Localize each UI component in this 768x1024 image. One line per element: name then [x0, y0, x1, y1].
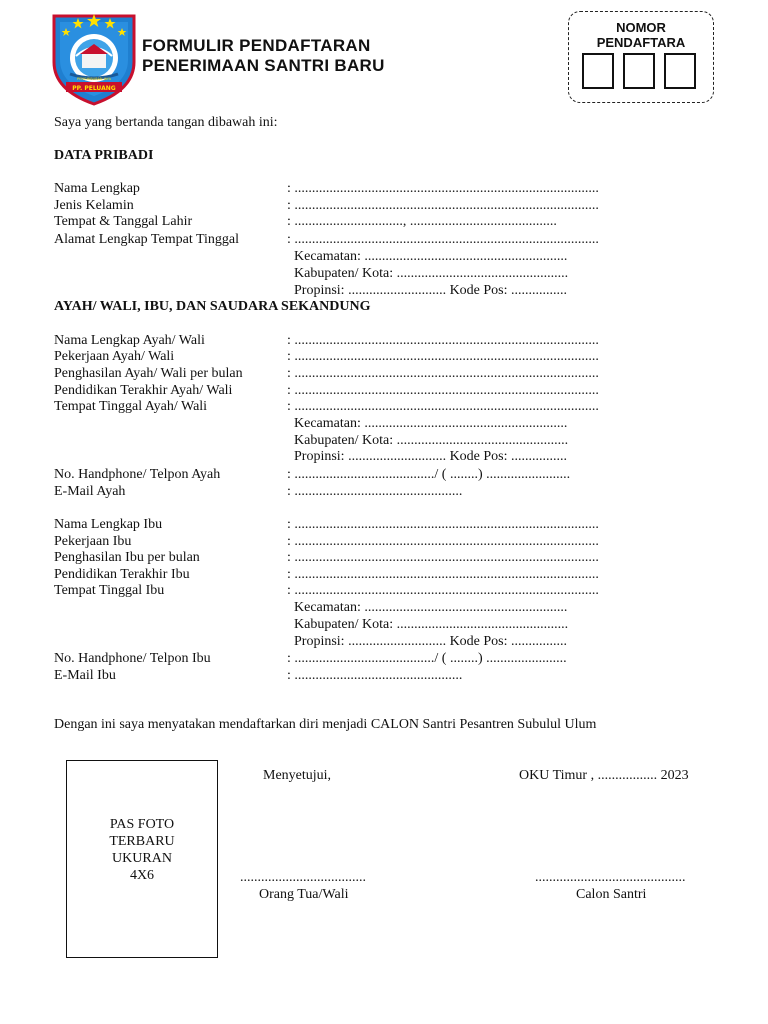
- student-signature-line[interactable]: ...........................................: [535, 870, 686, 885]
- registration-number-title-line1: NOMOR: [616, 20, 666, 35]
- field-label: Penghasilan Ibu per bulan: [54, 550, 200, 565]
- address-line[interactable]: Kecamatan: ..........................................................: [294, 600, 568, 615]
- field-label: Pendidikan Terakhir Ayah/ Wali: [54, 383, 233, 398]
- address-line[interactable]: Kabupaten/ Kota: .................................................: [294, 433, 569, 448]
- photo-label: TERBARU: [109, 834, 175, 849]
- field-value[interactable]: : .......................................................................................: [287, 181, 599, 196]
- address-line[interactable]: Propinsi: ............................ Kode Pos: ................: [294, 283, 568, 298]
- field-label: Pendidikan Terakhir Ibu: [54, 567, 190, 582]
- field-label: Nama Lengkap Ayah/ Wali: [54, 333, 205, 348]
- address-line[interactable]: Propinsi: ............................ Kode Pos: ................: [294, 634, 568, 649]
- field-value[interactable]: : ................................................: [287, 668, 463, 683]
- field-label: Tempat Tinggal Ayah/ Wali: [54, 399, 208, 414]
- form-title-line1: FORMULIR PENDAFTARAN: [142, 36, 371, 55]
- field-value[interactable]: : .......................................................................................: [287, 366, 599, 381]
- field-label: E-Mail Ayah: [54, 484, 126, 499]
- photo-placeholder: [66, 760, 218, 958]
- field-label: No. Handphone/ Telpon Ibu: [54, 651, 211, 666]
- field-value[interactable]: : .......................................................................................: [287, 399, 599, 414]
- logo-band-text: PP. PELUANG: [72, 85, 116, 92]
- place-date-line[interactable]: OKU Timur , ................. 2023: [519, 768, 689, 783]
- field-label: Jenis Kelamin: [54, 198, 134, 213]
- field-value[interactable]: : .......................................................................................: [287, 550, 599, 565]
- field-value[interactable]: : .......................................................................................: [287, 232, 599, 247]
- address-line[interactable]: Kecamatan: ..........................................................: [294, 249, 568, 264]
- field-label: Nama Lengkap: [54, 181, 140, 196]
- field-value[interactable]: : .......................................................................................: [287, 383, 599, 398]
- field-value[interactable]: : .......................................................................................: [287, 333, 599, 348]
- logo-ribbon-text: PENGHIBURAN JAYA: [76, 77, 112, 81]
- field-value[interactable]: : .......................................................................................: [287, 349, 599, 364]
- registration-digit-box[interactable]: [582, 53, 614, 89]
- parent-signature-line[interactable]: ....................................: [240, 870, 366, 885]
- field-value[interactable]: : ......................................../ ( ........) ........................: [287, 467, 571, 482]
- field-value[interactable]: : ..............................., ..........................................: [287, 214, 557, 229]
- registration-digit-box[interactable]: [664, 53, 696, 89]
- approval-heading: Menyetujui,: [263, 768, 332, 783]
- field-label: Penghasilan Ayah/ Wali per bulan: [54, 366, 243, 381]
- photo-label: 4X6: [129, 868, 155, 883]
- field-label: Nama Lengkap Ibu: [54, 517, 163, 532]
- address-line[interactable]: Kabupaten/ Kota: .................................................: [294, 266, 569, 281]
- field-label: Pekerjaan Ayah/ Wali: [54, 349, 175, 364]
- field-value[interactable]: : .......................................................................................: [287, 583, 599, 598]
- field-label: No. Handphone/ Telpon Ayah: [54, 467, 221, 482]
- intro-text: Saya yang bertanda tangan dibawah ini:: [54, 115, 278, 130]
- field-value[interactable]: : .......................................................................................: [287, 198, 599, 213]
- field-value[interactable]: : .......................................................................................: [287, 517, 599, 532]
- address-line[interactable]: Kabupaten/ Kota: .................................................: [294, 617, 569, 632]
- photo-label: PAS FOTO: [109, 817, 175, 832]
- field-label: Pekerjaan Ibu: [54, 534, 132, 549]
- registration-number-title-line2: PENDAFTARA: [596, 35, 686, 50]
- field-value[interactable]: : .......................................................................................: [287, 534, 599, 549]
- section-heading-orang-tua: AYAH/ WALI, IBU, DAN SAUDARA SEKANDUNG: [54, 299, 371, 314]
- registration-digit-box[interactable]: [623, 53, 655, 89]
- form-title-line2: PENERIMAAN SANTRI BARU: [142, 56, 385, 75]
- field-label: E-Mail Ibu: [54, 668, 116, 683]
- declaration-text: Dengan ini saya menyatakan mendaftarkan diri menjadi CALON Santri Pesantren Subulul Ulum: [54, 717, 597, 732]
- photo-label: UKURAN: [112, 851, 172, 866]
- parent-signature-name: Orang Tua/Wali: [259, 887, 349, 902]
- field-label: Alamat Lengkap Tempat Tinggal: [54, 232, 240, 247]
- section-heading-data-pribadi: DATA PRIBADI: [54, 148, 154, 163]
- field-value[interactable]: : ................................................: [287, 484, 463, 499]
- address-line[interactable]: Propinsi: ............................ Kode Pos: ................: [294, 449, 568, 464]
- field-label: Tempat Tinggal Ibu: [54, 583, 165, 598]
- field-label: Tempat & Tanggal Lahir: [54, 214, 193, 229]
- school-crest-icon: [48, 10, 140, 106]
- student-signature-name: Calon Santri: [576, 887, 647, 902]
- field-value[interactable]: : .......................................................................................: [287, 567, 599, 582]
- field-value[interactable]: : ......................................../ ( ........) .......................: [287, 651, 567, 666]
- address-line[interactable]: Kecamatan: ..........................................................: [294, 416, 568, 431]
- registration-number-box: [568, 11, 714, 103]
- school-crest-logo: [48, 10, 140, 106]
